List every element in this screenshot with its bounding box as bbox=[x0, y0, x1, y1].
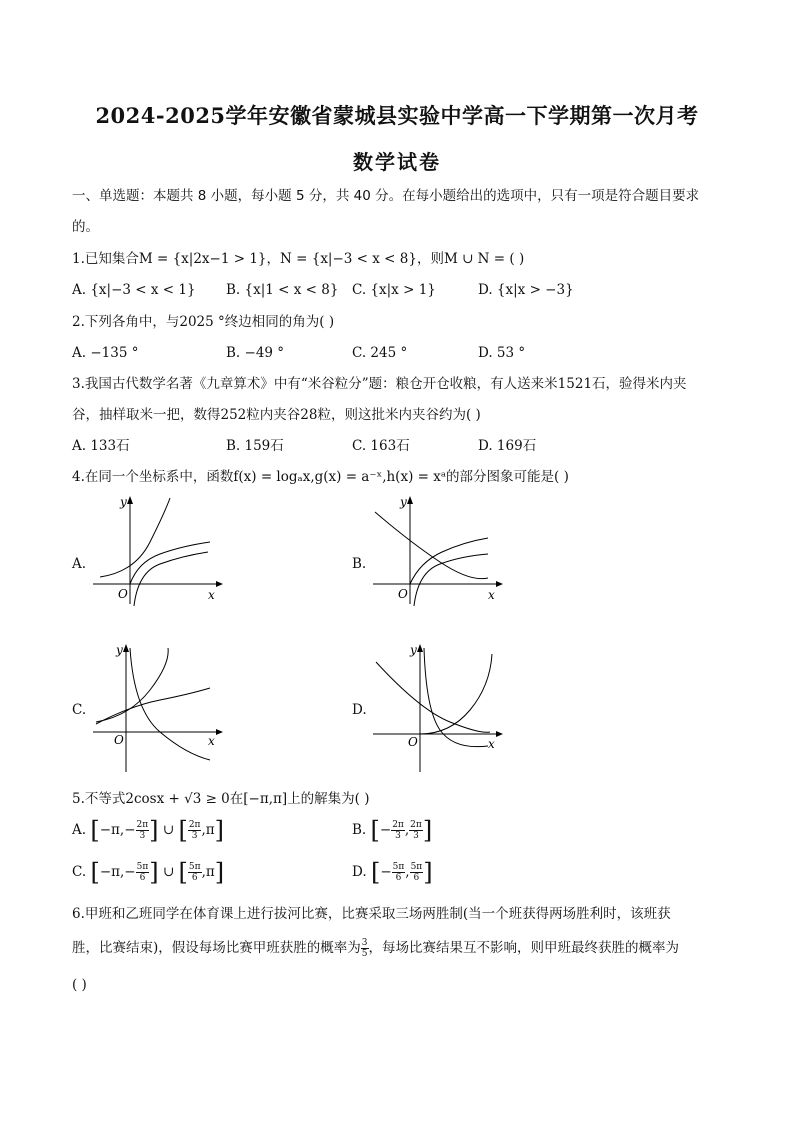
question-3-stem-line2: 谷，抽样取米一把，数得252粒内夹谷28粒，则这批米内夹谷约为( ) bbox=[72, 407, 481, 423]
question-6-line2: 胜，比赛结束)，假设每场比赛甲班获胜的概率为 $\frac{3}{5}$ ，每场比赛结果互不影响，则甲班最终获胜的概率为 bbox=[72, 938, 680, 959]
axis-x-label: x bbox=[208, 734, 215, 748]
question-6-line1: 6.甲班和乙班同学在体育课上进行拔河比赛，比赛采取三场两胜制(当一个班获得两场胜利时，该班获 bbox=[72, 906, 671, 922]
q1-option-d: D. {x|x > −3} bbox=[478, 282, 574, 298]
section-instructions-line2: 的。 bbox=[72, 219, 99, 235]
axis-y-label: y bbox=[116, 643, 123, 657]
q5-option-b: B. [− $\frac{2\pi}{3}$ , $\frac{2\pi}{3}$ ] bbox=[352, 816, 433, 845]
q5-option-a: A. [−π,− $\frac{2\pi}{3}$ ] ∪ [ $\frac{2\pi}{3}$ ,π] bbox=[72, 816, 225, 845]
q4-option-a-label: A. bbox=[72, 556, 87, 572]
origin-label: O bbox=[114, 733, 124, 747]
axis-y-label: y bbox=[400, 495, 407, 509]
origin-label: O bbox=[118, 587, 128, 601]
exam-title: 2024-2025学年安徽省蒙城县实验中学高一下学期第一次月考 bbox=[95, 103, 699, 128]
q3-option-b: B. 159石 bbox=[226, 438, 284, 454]
q1-option-b: B. {x|1 < x < 8} bbox=[226, 282, 339, 298]
question-6-line3: ( ) bbox=[72, 977, 87, 993]
question-3-stem-line1: 3.我国古代数学名著《九章算术》中有“米谷粒分”题：粮仓开仓收粮，有人送来米1521石，验得米内夹 bbox=[72, 376, 687, 392]
q2-option-d: D. 53 ° bbox=[478, 345, 526, 361]
q2-option-a: A. −135 ° bbox=[72, 345, 139, 361]
q2-option-b: B. −49 ° bbox=[226, 345, 285, 361]
q5-option-d: D. [− $\frac{5\pi}{6}$ , $\frac{5\pi}{6}$ ] bbox=[352, 858, 433, 887]
question-2-stem: 2.下列各角中，与2025 °终边相同的角为( ) bbox=[72, 314, 335, 330]
origin-label: O bbox=[408, 735, 418, 749]
question-5-stem: 5.不等式2cosx + √3 ≥ 0在[−π,π]上的解集为( ) bbox=[72, 791, 370, 807]
axis-y-label: y bbox=[410, 643, 417, 657]
question-4-stem: 4.在同一个坐标系中，函数f(x) = logₐx,g(x) = a⁻ˣ,h(x) = xᵃ的部分图象可能是( ) bbox=[72, 469, 569, 485]
q3-option-d: D. 169石 bbox=[478, 438, 537, 454]
axis-x-label: x bbox=[488, 737, 495, 751]
origin-label: O bbox=[398, 587, 408, 601]
q4-graph-d bbox=[370, 640, 505, 775]
exam-subtitle: 数学试卷 bbox=[353, 150, 441, 174]
axis-x-label: x bbox=[208, 588, 215, 602]
axis-y-label: y bbox=[120, 495, 127, 509]
q3-option-c: C. 163石 bbox=[352, 438, 410, 454]
q4-option-b-label: B. bbox=[352, 556, 367, 572]
q4-option-c-label: C. bbox=[72, 702, 87, 718]
question-1-stem: 1.已知集合M = {x|2x−1 > 1}，N = {x|−3 < x < 8}，则M ∪ N = ( ) bbox=[72, 251, 525, 267]
axis-x-label: x bbox=[488, 588, 495, 602]
q4-graph-a bbox=[90, 492, 225, 607]
q4-graph-c bbox=[90, 640, 225, 775]
q2-option-c: C. 245 ° bbox=[352, 345, 408, 361]
q1-option-c: C. {x|x > 1} bbox=[352, 282, 436, 298]
q3-option-a: A. 133石 bbox=[72, 438, 130, 454]
q4-option-d-label: D. bbox=[352, 702, 367, 718]
q5-option-c: C. [−π,− $\frac{5\pi}{6}$ ] ∪ [ $\frac{5\pi}{6}$ ,π] bbox=[72, 858, 225, 887]
section-instructions-line1: 一、单选题：本题共 8 小题，每小题 5 分，共 40 分。在每小题给出的选项中，只有一项是符合题目要求 bbox=[72, 188, 700, 204]
q4-graph-b bbox=[370, 492, 505, 607]
q1-option-a: A. {x|−3 < x < 1} bbox=[72, 282, 196, 298]
